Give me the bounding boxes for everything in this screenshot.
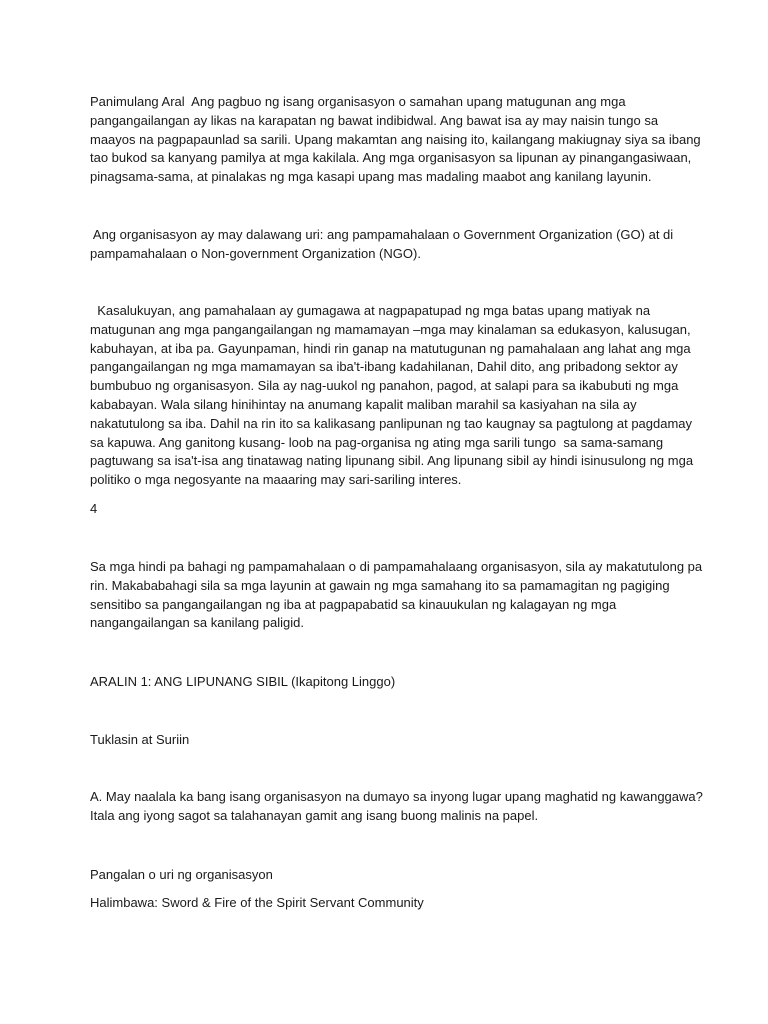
organization-types-paragraph <box>90 226 690 264</box>
civil-society-paragraph <box>90 302 694 490</box>
text-line: A. May naalala ka bang isang organisasyon na dumayo sa inyong lugar upang maghatid ng kawanggawa? <box>90 789 703 804</box>
intro-paragraph <box>90 93 701 187</box>
activity-paragraph <box>90 788 703 826</box>
text-line: Panimulang Aral Ang pagbuo ng isang organisasyon o samahan upang matugunan ang mga <box>90 94 626 109</box>
table-header-label: Pangalan o uri ng organisasyon <box>90 867 273 882</box>
non-member-paragraph <box>90 558 703 633</box>
text-line: sa kapuwa. Ang ganitong kusang- loob na pag-organisa ng ating mga sarili tungo sa sama-samang <box>90 434 664 450</box>
text-line: nangangailangan sa kanilang paligid. <box>90 615 304 631</box>
text-line: Ang organisasyon ay may dalawang uri: ang pampamahalaan o Government Organization (GO) at di <box>90 227 674 242</box>
text-line: pagtuwang sa isa't-isa ang tinatawag nating lipunang sibil. Ang lipunang sibil ay hindi isinusulong ng mga <box>90 453 694 469</box>
text-line: Itala ang iyong sagot sa talahanayan gamit ang isang buong malinis na papel. <box>90 807 539 823</box>
text-line: pampamahalaan o Non-government Organization (NGO). <box>90 245 421 261</box>
page-number: 4 <box>90 501 98 516</box>
text-line: nakatutulong sa iba. Dahil na rin ito sa kalikasang panlipunan ng tao kaugnay sa pagtulong at pagdamay <box>90 415 693 431</box>
text-line: sensitibo sa pangangailangan ng iba at pagpapabatid sa kinauukulan ng kalagayan ng mga <box>90 596 617 612</box>
text-line: tao bukod sa kanyang pamilya at mga kakilala. Ang mga organisasyon sa lipunan ay pinangangasiwaan, <box>90 150 692 166</box>
text-line: Sa mga hindi pa bahagi ng pampamahalaan o di pampamahalaang organisasyon, sila ay makatutulong pa <box>90 559 703 574</box>
text-line: politiko o mga negosyante na maaaring may sari-sariling interes. <box>90 472 462 488</box>
text-line: maayos na pagpapaunlad sa sarili. Upang makamtan ang naising ito, kailangang makiugnay siya sa ibang <box>90 131 701 147</box>
text-line: kabuhayan, at iba pa. Gayunpaman, hindi rin ganap na matutugunan ng pamahalaan ang lahat ang mga <box>90 340 691 356</box>
text-line: pangangailangan ng mga mamamayan sa iba't-ibang kadahilanan, Dahil dito, ang pribadong sektor ay <box>90 359 678 375</box>
text-line: bumbubuo ng organisasyon. Sila ay nag-uukol ng panahon, pagod, at salapi para sa ikabubuti ng mga <box>90 378 679 394</box>
text-line: pangangailangan ay likas na karapatan ng bawat indibidwal. Ang bawat isa ay may naisin tungo sa <box>90 112 659 128</box>
text-line: kababayan. Wala silang hinihintay na anumang kapalit maliban marahil sa kasiyahan na sila ay <box>90 396 637 412</box>
text-line: pinagsama-sama, at pinalakas ng mga kasapi upang mas madaling maabot ang kanilang layunin. <box>90 169 652 185</box>
text-line: rin. Makababahagi sila sa mga layunin at gawain ng mga samahang ito sa pamamagitan ng pagiging <box>90 577 670 593</box>
text-line: matugunan ang mga pangangailangan ng mamamayan –mga may kinalaman sa edukasyon, kalusugan, <box>90 321 691 337</box>
section-heading: Tuklasin at Suriin <box>90 732 190 747</box>
lesson-heading: ARALIN 1: ANG LIPUNANG SIBIL (Ikapitong Linggo) <box>90 674 396 689</box>
example-label: Halimbawa: Sword & Fire of the Spirit Servant Community <box>90 895 424 910</box>
text-line: Kasalukuyan, ang pamahalaan ay gumagawa at nagpapatupad ng mga batas upang matiyak na <box>90 303 651 318</box>
